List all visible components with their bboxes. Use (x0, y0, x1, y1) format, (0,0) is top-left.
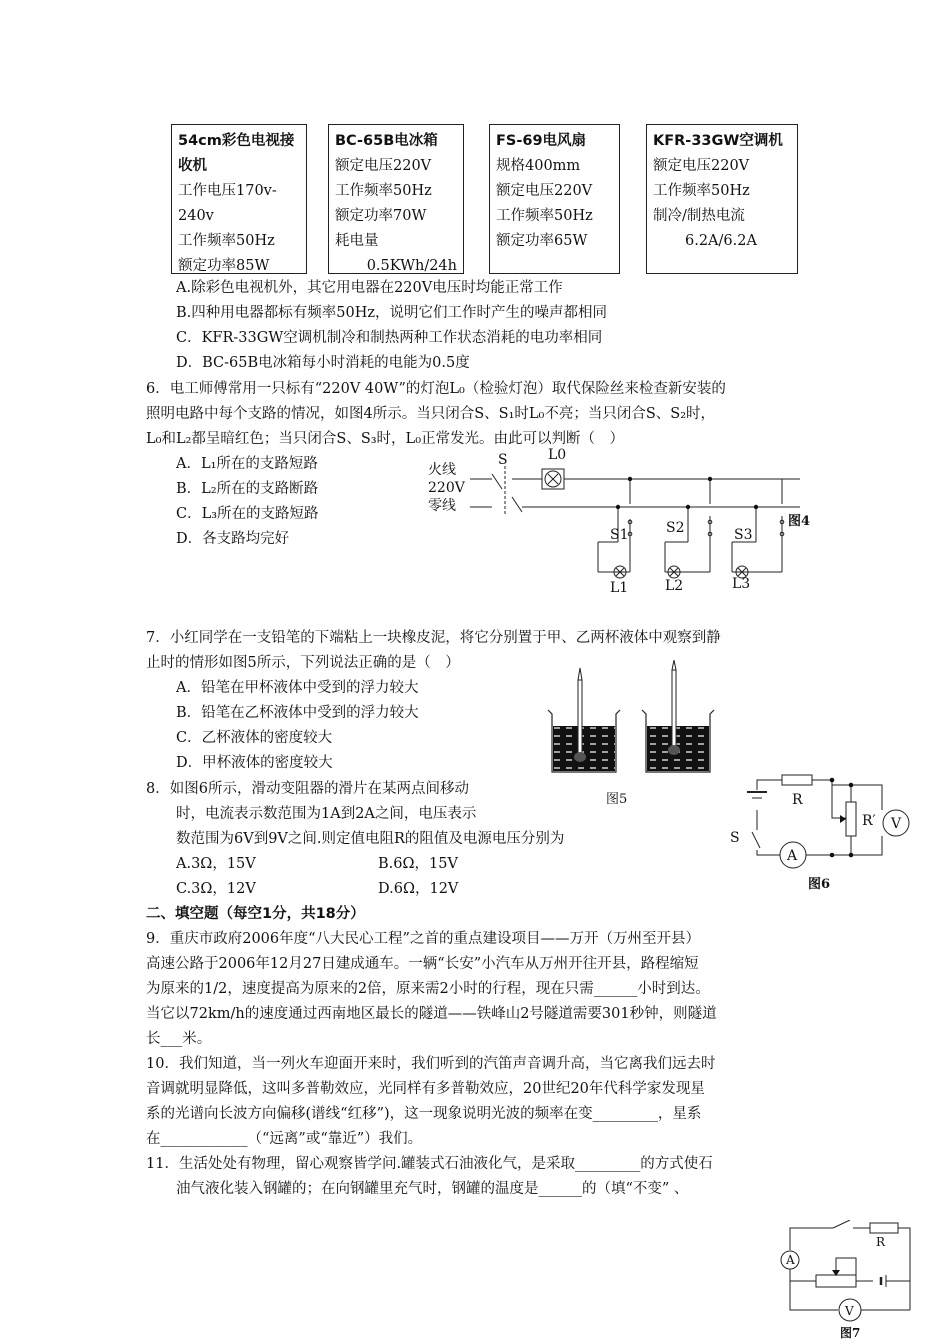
spec-line: 规格400mm (496, 158, 581, 174)
q7-option-d: D．甲杯液体的密度较大 (176, 755, 333, 771)
q7-stem-line: 7．小红同学在一支铅笔的下端粘上一块橡皮泥，将它分别置于甲、乙两杯液体中观察到静 (146, 630, 721, 646)
q9-line: 为原来的1/2，速度提高为原来的2倍，原来需2小时的行程，现在只需______小时到达。 (146, 981, 710, 997)
q8-option-c: C.3Ω，12V (176, 881, 256, 897)
spec-line: 额定功率70W (335, 208, 427, 224)
fig7-r-label: R (876, 1235, 886, 1249)
spec-line: 额定功率65W (496, 233, 588, 249)
spec-line: 额定功率85W (178, 258, 270, 274)
fig4-l3-label: L3 (732, 576, 751, 592)
fig6-voltmeter-label: V (891, 816, 902, 832)
spec-line: 工作电压170v-240v (178, 183, 277, 224)
q5-option-a: A.除彩色电视机外，其它用电器在220V电压时均能正常工作 (176, 280, 563, 296)
fig4-l0-label: L0 (548, 447, 567, 463)
spec-box-title: KFR-33GW空调机 (653, 133, 783, 149)
q6-stem-line: 6．电工师傅常用一只标有“220V 40W”的灯泡L₀（检验灯泡）取代保险丝来检查新安装的 (146, 381, 726, 397)
q10-line: 系的光谱向长波方向偏移(谱线“红移”)，这一现象说明光波的频率在变_________，星系 (146, 1106, 702, 1122)
fig4-neutral-label: 零线 (428, 498, 456, 514)
figure-5-beakers (540, 660, 720, 810)
spec-line: 额定电压220V (653, 158, 750, 174)
q6-stem-line: L₀和L₂都呈暗红色；当只闭合S、S₃时，L₀正常发光。由此可以判断（ ） (146, 431, 625, 447)
q6-option-c: C．L₃所在的支路短路 (176, 506, 319, 522)
q9-line: 长___米。 (146, 1031, 212, 1047)
spec-line: 工作频率50Hz (653, 183, 750, 199)
q7-stem-line: 止时的情形如图5所示，下列说法正确的是（ ） (146, 655, 460, 671)
q5-option-d: D．BC-65B电冰箱每小时消耗的电能为0.5度 (176, 355, 470, 371)
spec-line: 6.2A/6.2A (685, 233, 757, 249)
q10-line: 10．我们知道，当一列火车迎面开来时，我们听到的汽笛声音调升高，当它离我们远去时 (146, 1056, 716, 1072)
q8-option-b: B.6Ω，15V (378, 856, 458, 872)
fig6-caption: 图6 (808, 877, 831, 892)
fig6-rprime-label: R′ (862, 813, 876, 829)
spec-box-title: BC-65B电冰箱 (335, 133, 438, 149)
spec-box-fridge (328, 124, 464, 274)
spec-line: 工作频率50Hz (178, 233, 275, 249)
fig4-live-label: 火线 (428, 462, 456, 478)
section-2-heading: 二、填空题（每空1分，共18分） (146, 906, 365, 922)
q8-stem-line: 数范围为6V到9V之间.则定值电阻R的阻值及电源电压分别为 (176, 831, 565, 847)
spec-line: 0.5KWh/24h (366, 258, 457, 274)
fig5-caption: 图5 (606, 792, 628, 807)
q8-option-a: A.3Ω，15V (176, 856, 256, 872)
q10-line: 音调就明显降低，这叫多普勒效应，光同样有多普勒效应，20世纪20年代科学家发现星 (146, 1081, 705, 1097)
fig6-switch-label: S (730, 830, 740, 846)
q11-line: 11．生活处处有物理，留心观察皆学问.罐装式石油液化气，是采取_________的方式使石 (146, 1156, 713, 1172)
q6-option-d: D．各支路均完好 (176, 531, 290, 547)
q7-option-c: C．乙杯液体的密度较大 (176, 730, 333, 746)
q7-option-a: A．铅笔在甲杯液体中受到的浮力较大 (176, 680, 419, 696)
fig7-caption: 图7 (840, 1326, 861, 1340)
fig4-voltage-label: 220V (428, 480, 465, 496)
q5-option-c: C．KFR-33GW空调机制冷和制热两种工作状态消耗的电功率相同 (176, 330, 603, 346)
spec-box-title: 54cm彩色电视接收机 (178, 133, 295, 174)
fig4-l2-label: L2 (665, 578, 684, 594)
spec-line: 工作频率50Hz (496, 208, 593, 224)
q6-option-a: A．L₁所在的支路短路 (176, 456, 318, 472)
q9-line: 高速公路于2006年12月27日建成通车。一辆“长安”小汽车从万州开往开县，路程缩短 (146, 956, 699, 972)
figure-7-circuit (778, 1220, 918, 1342)
q8-option-d: D.6Ω，12V (378, 881, 459, 897)
spec-line: 额定电压220V (335, 158, 432, 174)
figure-6-circuit (722, 770, 922, 895)
q8-stem-line: 时，电流表示数范围为1A到2A之间，电压表示 (176, 806, 477, 822)
q7-option-b: B．铅笔在乙杯液体中受到的浮力较大 (176, 705, 419, 721)
fig4-s3-label: S3 (734, 527, 753, 543)
q9-line: 当它以72km/h的速度通过西南地区最长的隧道——铁峰山2号隧道需要301秒钟，则隧道 (146, 1006, 717, 1022)
figure-4-circuit (420, 444, 820, 600)
spec-line: 额定电压220V (496, 183, 593, 199)
q6-option-b: B．L₂所在的支路断路 (176, 481, 319, 497)
q11-line: 油气液化装入钢罐的；在向钢罐里充气时，钢罐的温度是______的（填“不变” 、 (176, 1181, 689, 1197)
fig4-caption: 图4 (788, 514, 811, 529)
spec-box-tv (171, 124, 307, 274)
q10-line: 在____________（“远离”或“靠近”）我们。 (146, 1131, 423, 1147)
fig4-s-label: S (498, 452, 508, 468)
fig4-s1-label: S1 (610, 527, 629, 543)
spec-line: 工作频率50Hz (335, 183, 432, 199)
q9-line: 9．重庆市政府2006年度“八大民心工程”之首的重点建设项目——万开（万州至开县） (146, 931, 700, 947)
q6-stem-line: 照明电路中每个支路的情况，如图4所示。当只闭合S、S₁时L₀不亮；当只闭合S、S₂时， (146, 406, 716, 422)
fig4-l1-label: L1 (610, 580, 629, 596)
fig7-ammeter-label: A (786, 1253, 795, 1267)
spec-box-fan (489, 124, 620, 274)
q8-stem-line: 8．如图6所示，滑动变阻器的滑片在某两点间移动 (146, 781, 469, 797)
fig6-r-label: R (792, 792, 803, 808)
spec-line: 耗电量 (335, 233, 379, 249)
q5-option-b: B.四种用电器都标有频率50Hz，说明它们工作时产生的噪声都相同 (176, 305, 607, 321)
spec-line: 制冷/制热电流 (653, 208, 745, 224)
fig6-ammeter-label: A (787, 848, 798, 864)
spec-box-ac (646, 124, 798, 274)
fig7-voltmeter-label: V (845, 1304, 854, 1318)
spec-box-title: FS-69电风扇 (496, 133, 587, 149)
fig4-s2-label: S2 (666, 520, 685, 536)
